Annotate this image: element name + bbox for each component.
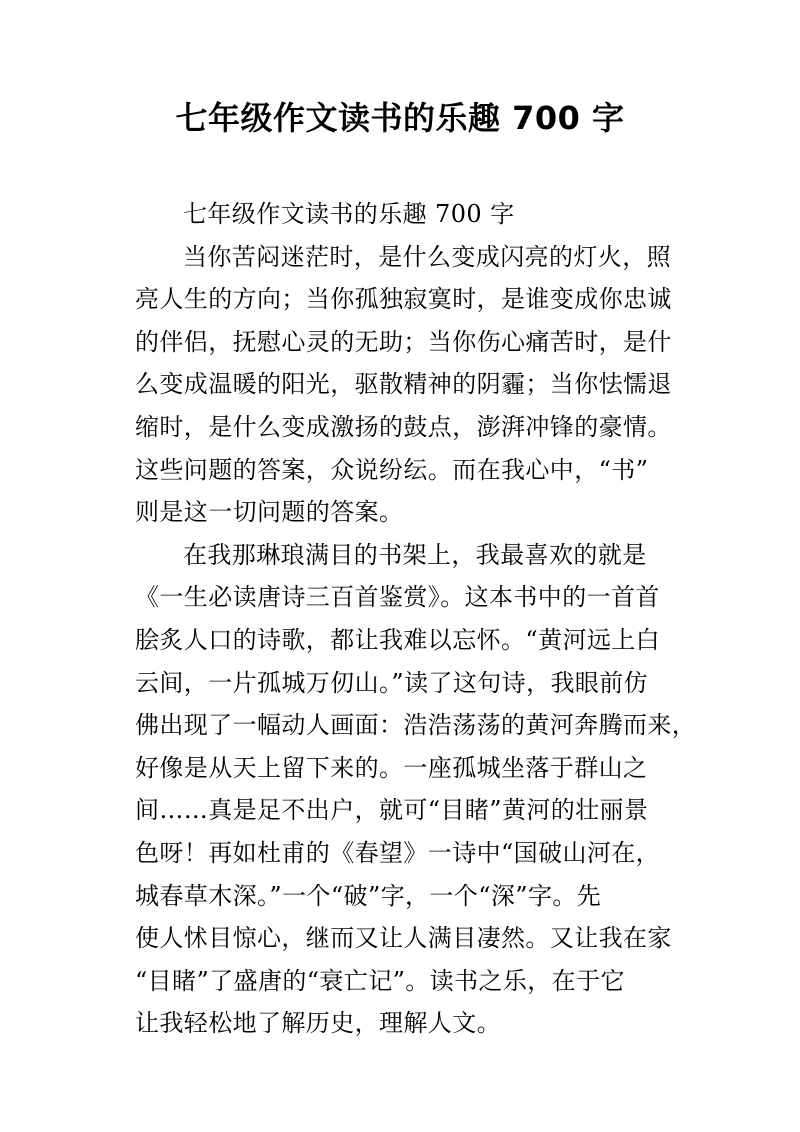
paragraph-2-line: 城春草木深。”一个“破”字，一个“深”字。先 (135, 881, 602, 910)
paragraph-1-line: 这些问题的答案，众说纷纭。而在我心中，“书” (135, 455, 649, 484)
paragraph-1-line: 当你苦闷迷茫时，是什么变成闪亮的灯火，照 (183, 242, 671, 271)
paragraph-2-line: 《一生必读唐诗三百首鉴赏》。这本书中的一首首 (135, 583, 660, 612)
paragraph-2-line: “目睹”了盛唐的“衰亡记”。读书之乐，在于它 (135, 966, 625, 995)
paragraph-1-line: 则是这一切问题的答案。 (135, 498, 404, 527)
paragraph-2-line: 脍炙人口的诗歌，都让我难以忘怀。“黄河远上白 (135, 625, 661, 654)
paragraph-2-line: 在我那琳琅满目的书架上，我最喜欢的就是 (183, 540, 647, 569)
paragraph-1-line: 缩时，是什么变成激扬的鼓点，澎湃冲锋的豪情。 (135, 412, 672, 441)
document-body (135, 193, 697, 1045)
paragraph-2-line: 云间，一片孤城万仞山。”读了这句诗，我眼前仿 (135, 668, 649, 697)
subtitle-line: 七年级作文读书的乐趣 700 字 (183, 200, 515, 228)
paragraph-1-line: 亮人生的方向；当你孤独寂寞时，是谁变成你忠诚 (135, 285, 672, 314)
paragraph-1-line: 么变成温暖的阳光，驱散精神的阴霾；当你怯懦退 (135, 370, 672, 399)
paragraph-2-line: 好像是从天上留下来的。一座孤城坐落于群山之 (135, 753, 648, 782)
paragraph-1-line: 的伴侣，抚慰心灵的无助；当你伤心痛苦时，是什 (135, 327, 672, 356)
paragraph-2-line: 间……真是足不出户，就可“目睹”黄河的壮丽景 (135, 796, 649, 825)
paragraph-2-line: 使人怵目惊心，继而又让人满目凄然。又让我在家 (135, 924, 672, 953)
paragraph-2-line: 佛出现了一幅动人画面：浩浩荡荡的黄河奔腾而来， (135, 711, 697, 740)
document-title: 七年级作文读书的乐趣 700 字 (175, 99, 625, 137)
paragraph-2-line: 让我轻松地了解历史，理解人文。 (135, 1009, 501, 1038)
paragraph-2-line: 色呀！再如杜甫的《春望》一诗中“国破山河在， (135, 838, 661, 867)
